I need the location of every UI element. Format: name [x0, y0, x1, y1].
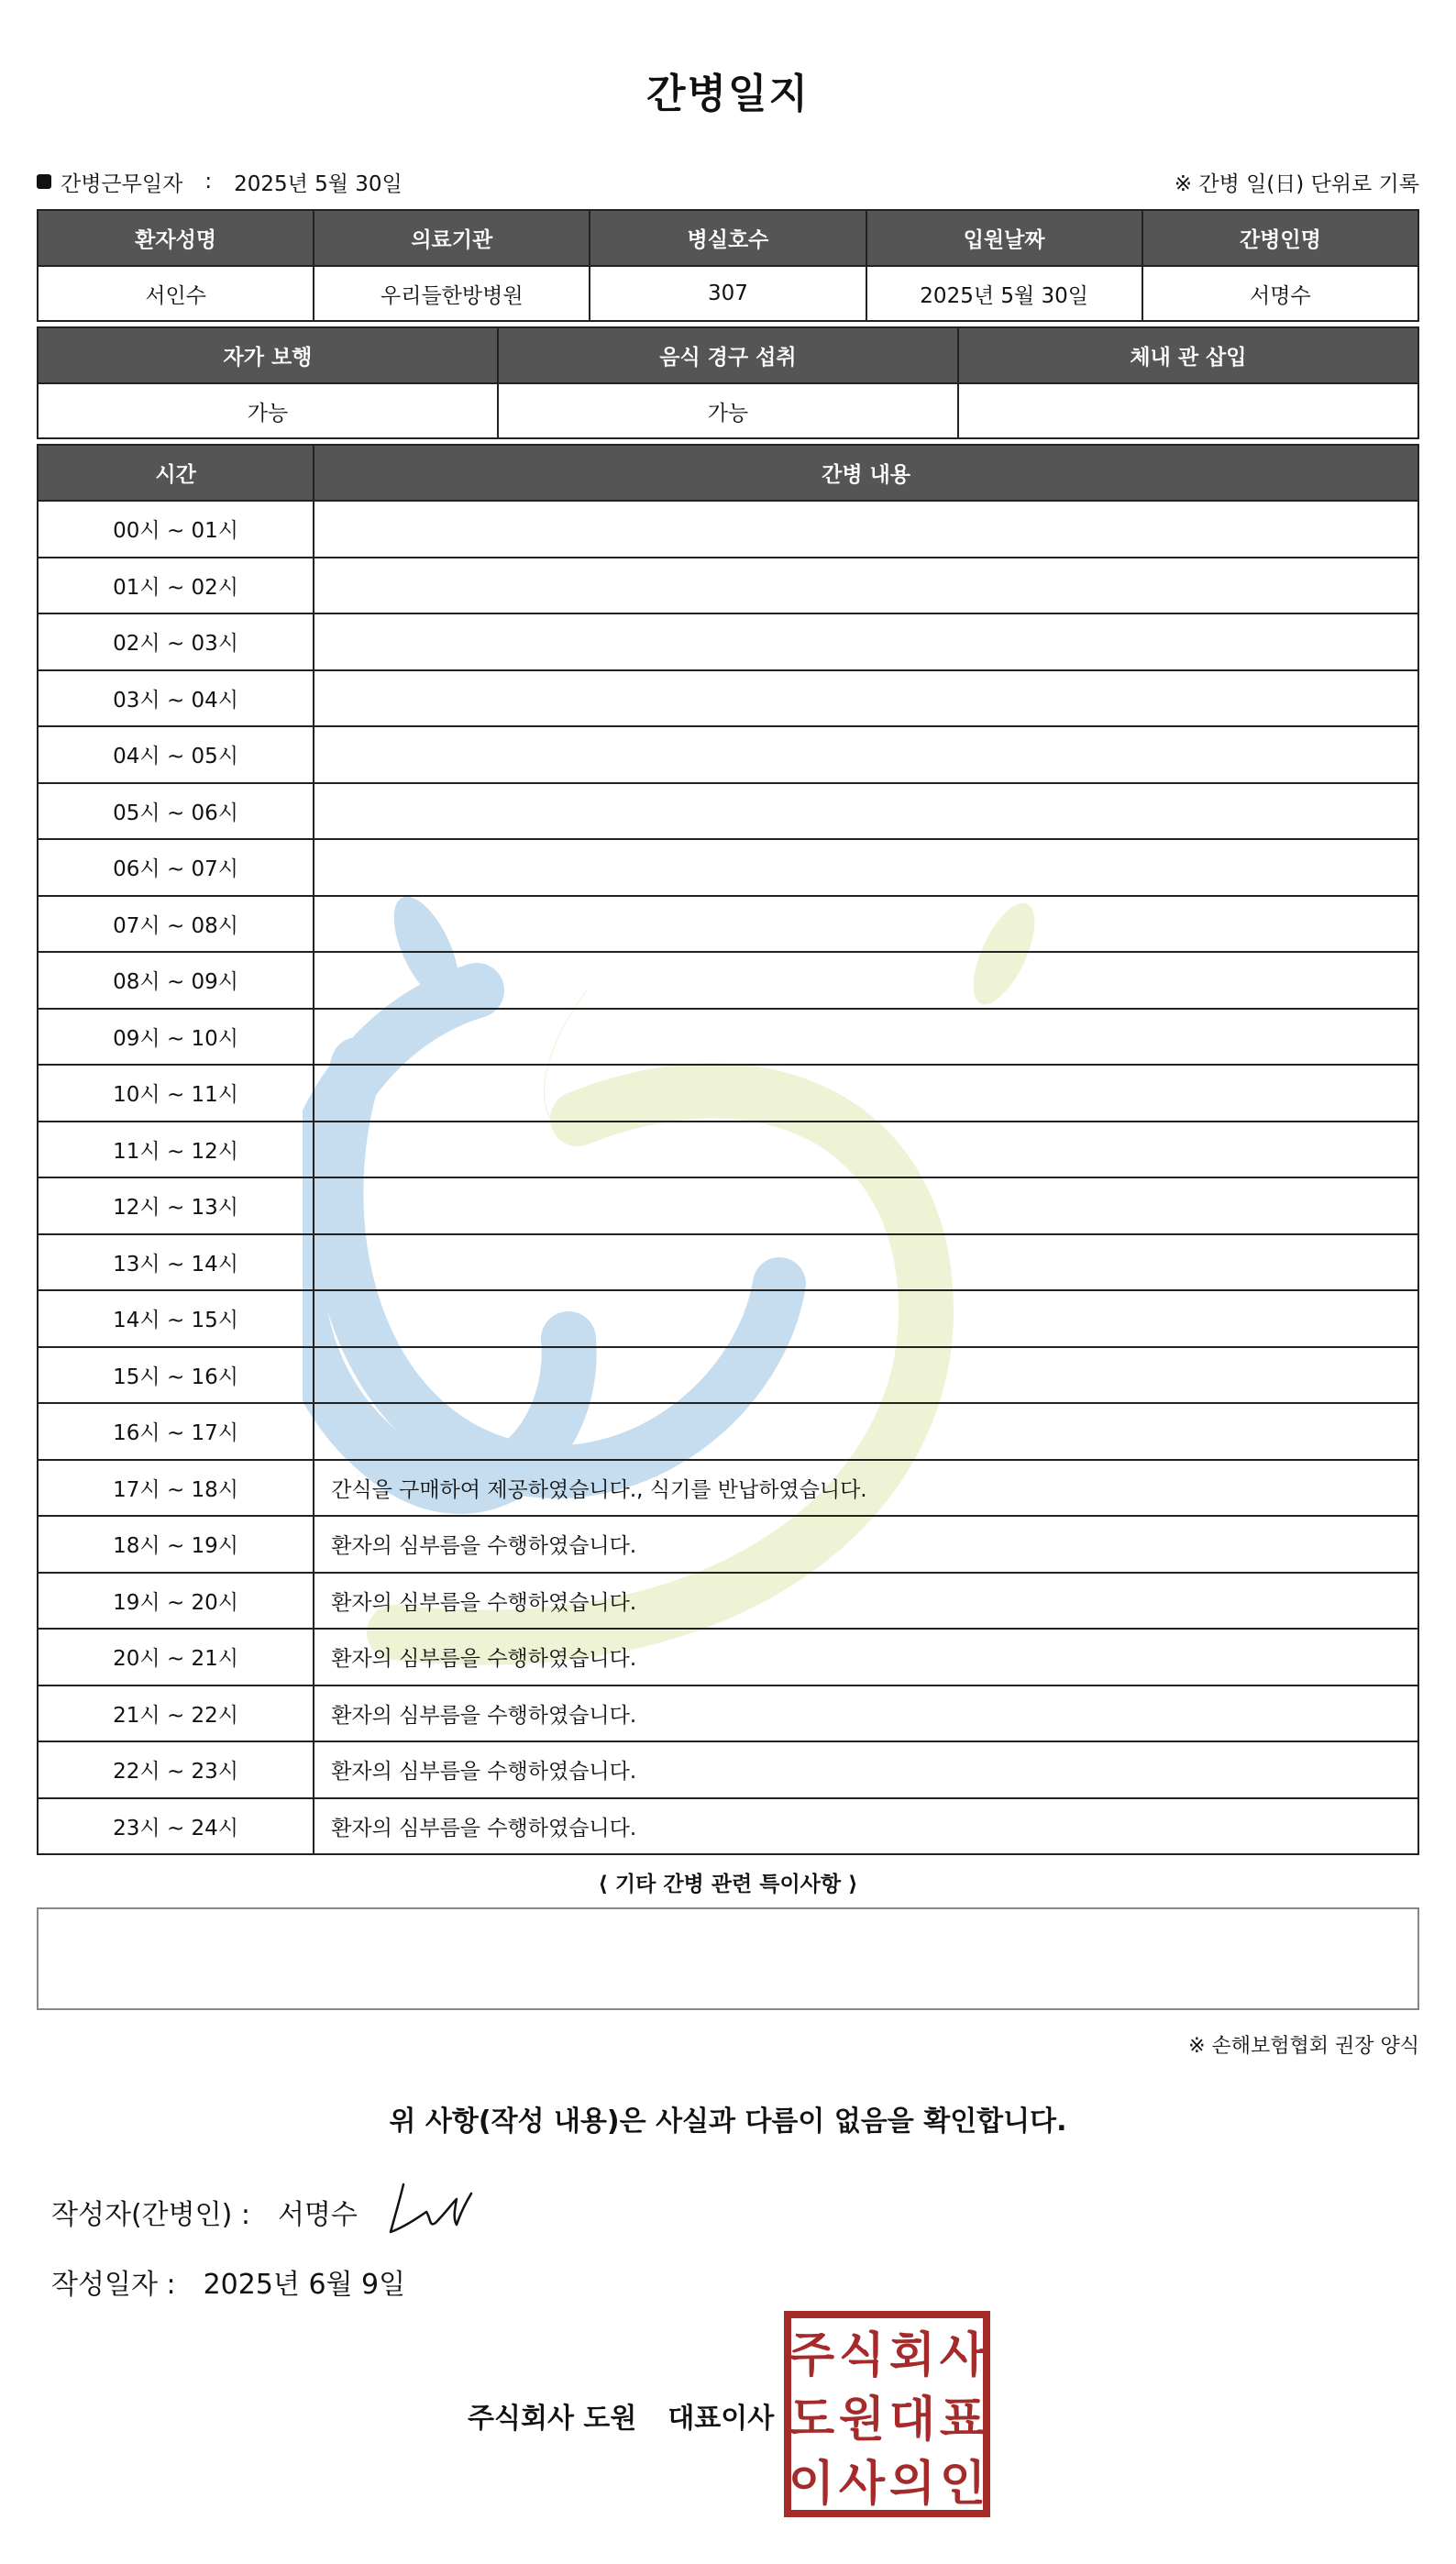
- care-log-row: [38, 1460, 1418, 1517]
- care-log-time: 21시 ~ 22시: [38, 1685, 314, 1742]
- seal-glyph: 도: [788, 2393, 835, 2448]
- seal-glyph: 식: [838, 2328, 886, 2383]
- care-log-row: [38, 1798, 1418, 1855]
- care-log-content: [314, 1290, 1418, 1347]
- care-log-content: [314, 613, 1418, 670]
- company-signoff: [468, 2395, 774, 2436]
- care-log-content: [314, 558, 1418, 614]
- unit-note: ※ 간병 일(日) 단위로 기록: [1174, 171, 1419, 196]
- bullet-icon: [37, 174, 51, 189]
- room-value: 307: [590, 266, 866, 321]
- written-date-label: 작성일자 :: [51, 2269, 176, 2301]
- care-log-header-row: [38, 445, 1418, 501]
- care-log-row: [38, 1629, 1418, 1685]
- care-log-row: [38, 1403, 1418, 1460]
- care-log-time: 07시 ~ 08시: [38, 896, 314, 953]
- care-log-time: 22시 ~ 23시: [38, 1741, 314, 1798]
- care-log-row: [38, 1685, 1418, 1742]
- care-log-content: 간식을 구매하여 제공하였습니다., 식기를 반납하였습니다.: [314, 1460, 1418, 1517]
- seal-glyph: 대: [888, 2393, 936, 2448]
- care-log-time: 11시 ~ 12시: [38, 1122, 314, 1178]
- care-log-content: 환자의 심부름을 수행하였습니다.: [314, 1685, 1418, 1742]
- seal-glyph: 표: [939, 2393, 987, 2448]
- header-self-walking: 자가 보행: [38, 327, 498, 383]
- notes-box: [37, 1907, 1419, 2010]
- company-name: 주식회사 도원: [468, 2403, 637, 2435]
- care-log-row: [38, 839, 1418, 896]
- care-log-content: [314, 726, 1418, 783]
- care-log-content: [314, 1234, 1418, 1291]
- care-log-time: 08시 ~ 09시: [38, 952, 314, 1009]
- company-seal: [784, 2311, 990, 2517]
- care-log-time: 09시 ~ 10시: [38, 1009, 314, 1066]
- patient-info-table: [37, 209, 1419, 322]
- care-log-row: [38, 1516, 1418, 1573]
- care-log-time: 17시 ~ 18시: [38, 1460, 314, 1517]
- care-log-content: [314, 952, 1418, 1009]
- work-date: [37, 167, 403, 197]
- written-date-row: [51, 2261, 405, 2302]
- header-patient-name: 환자성명: [38, 210, 314, 266]
- header-time: 시간: [38, 445, 314, 501]
- seal-glyph: 사: [838, 2457, 886, 2512]
- care-log-time: 12시 ~ 13시: [38, 1177, 314, 1234]
- care-log-time: 15시 ~ 16시: [38, 1347, 314, 1404]
- care-log-table: [37, 444, 1419, 1855]
- care-log-row: [38, 501, 1418, 558]
- care-log-time: 05시 ~ 06시: [38, 783, 314, 840]
- care-log-content: [314, 839, 1418, 896]
- care-log-content: 환자의 심부름을 수행하였습니다.: [314, 1516, 1418, 1573]
- care-log-time: 06시 ~ 07시: [38, 839, 314, 896]
- patient-info-header-row: [38, 210, 1418, 266]
- care-log-content: [314, 1065, 1418, 1122]
- care-log-row: [38, 1347, 1418, 1404]
- seal-glyph: 인: [939, 2457, 987, 2512]
- work-date-colon: :: [204, 170, 213, 193]
- care-log-time: 00시 ~ 01시: [38, 501, 314, 558]
- header-room: 병실호수: [590, 210, 866, 266]
- care-log-time: 04시 ~ 05시: [38, 726, 314, 783]
- care-log-time: 10시 ~ 11시: [38, 1065, 314, 1122]
- patient-status-table: [37, 326, 1419, 439]
- care-log-content: [314, 783, 1418, 840]
- care-log-time: 03시 ~ 04시: [38, 670, 314, 727]
- author-name: 서명수: [277, 2199, 358, 2231]
- seal-glyph: 원: [838, 2393, 886, 2448]
- care-log-time: 14시 ~ 15시: [38, 1290, 314, 1347]
- care-log-row: [38, 670, 1418, 727]
- care-log-time: 16시 ~ 17시: [38, 1403, 314, 1460]
- care-log-content: [314, 501, 1418, 558]
- tube-insertion-value: [958, 383, 1418, 438]
- hospital-value: 우리들한방병원: [314, 266, 590, 321]
- seal-glyph: 사: [939, 2328, 987, 2383]
- care-log-content: [314, 896, 1418, 953]
- caregiver-value: 서명수: [1142, 266, 1418, 321]
- care-log-content: 환자의 심부름을 수행하였습니다.: [314, 1798, 1418, 1855]
- care-log-content: [314, 1177, 1418, 1234]
- care-log-content: [314, 1347, 1418, 1404]
- header-oral-intake: 음식 경구 섭취: [498, 327, 958, 383]
- care-log-row: [38, 558, 1418, 614]
- notes-title: ⟨ 기타 간병 관련 특이사항 ⟩: [598, 1873, 858, 1896]
- oral-intake-value: 가능: [498, 383, 958, 438]
- handwritten-signature: [385, 2177, 477, 2241]
- ceo-title: 대표이사: [667, 2403, 775, 2435]
- header-hospital: 의료기관: [314, 210, 590, 266]
- seal-glyph: 주: [788, 2328, 835, 2383]
- care-log-time: 13시 ~ 14시: [38, 1234, 314, 1291]
- care-log-content: [314, 670, 1418, 727]
- care-log-row: [38, 1234, 1418, 1291]
- care-log-row: [38, 1065, 1418, 1122]
- care-log-row: [38, 1009, 1418, 1066]
- care-log-content: 환자의 심부름을 수행하였습니다.: [314, 1741, 1418, 1798]
- care-log-row: [38, 952, 1418, 1009]
- care-log-body: [38, 501, 1418, 1854]
- care-log-row: [38, 1290, 1418, 1347]
- care-log-content: [314, 1122, 1418, 1178]
- patient-info-value-row: [38, 266, 1418, 321]
- care-log-row: [38, 1573, 1418, 1630]
- care-log-time: 02시 ~ 03시: [38, 613, 314, 670]
- care-log-time: 20시 ~ 21시: [38, 1629, 314, 1685]
- care-log-time: 23시 ~ 24시: [38, 1798, 314, 1855]
- patient-status-value-row: [38, 383, 1418, 438]
- work-date-value: 2025년 5월 30일: [234, 171, 403, 196]
- seal-glyph: 이: [788, 2457, 835, 2512]
- admission-date-value: 2025년 5월 30일: [866, 266, 1142, 321]
- seal-glyph: 의: [888, 2457, 936, 2512]
- care-log-row: [38, 1177, 1418, 1234]
- header-caregiver: 간병인명: [1142, 210, 1418, 266]
- care-log-row: [38, 783, 1418, 840]
- author-row: [51, 2192, 358, 2232]
- care-log-row: [38, 613, 1418, 670]
- recommend-note: ※ 손해보험협회 권장 양식: [1188, 2035, 1419, 2058]
- confirmation-statement: 위 사항(작성 내용)은 사실과 다름이 없음을 확인합니다.: [389, 2105, 1067, 2138]
- care-log-row: [38, 726, 1418, 783]
- care-log-time: 19시 ~ 20시: [38, 1573, 314, 1630]
- patient-status-header-row: [38, 327, 1418, 383]
- care-log-row: [38, 1122, 1418, 1178]
- care-log-time: 18시 ~ 19시: [38, 1516, 314, 1573]
- work-date-label: 간병근무일자: [61, 171, 183, 196]
- care-log-content: 환자의 심부름을 수행하였습니다.: [314, 1573, 1418, 1630]
- care-log-row: [38, 1741, 1418, 1798]
- document-title: 간병일지: [645, 71, 810, 117]
- self-walking-value: 가능: [38, 383, 498, 438]
- care-log-time: 01시 ~ 02시: [38, 558, 314, 614]
- meta-row: [37, 165, 1419, 198]
- header-care-content: 간병 내용: [314, 445, 1418, 501]
- care-log-content: 환자의 심부름을 수행하였습니다.: [314, 1629, 1418, 1685]
- care-log-content: [314, 1009, 1418, 1066]
- written-date-value: 2025년 6월 9일: [203, 2269, 406, 2301]
- header-admission-date: 입원날짜: [866, 210, 1142, 266]
- care-log-content: [314, 1403, 1418, 1460]
- patient-name-value: 서인수: [38, 266, 314, 321]
- author-label: 작성자(간병인) :: [51, 2199, 250, 2231]
- header-tube-insertion: 체내 관 삽입: [958, 327, 1418, 383]
- seal-glyph: 회: [888, 2328, 936, 2383]
- care-log-row: [38, 896, 1418, 953]
